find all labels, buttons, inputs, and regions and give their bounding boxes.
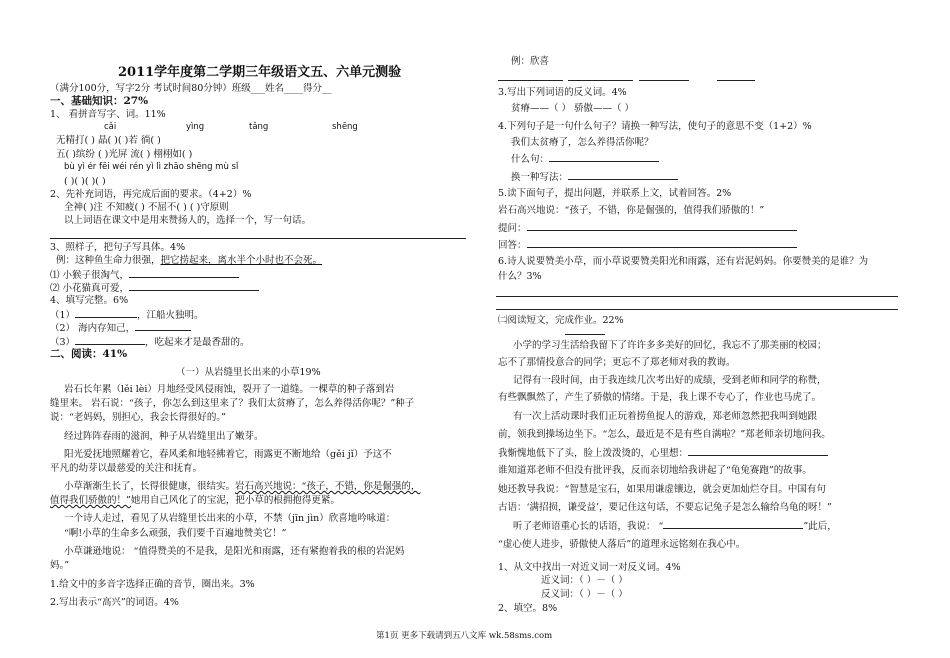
passage-line: 阳光爱抚地照耀着它，春风柔和地轻拂着它，雨露更不断地给（gěi jǐ）予这不 [64, 449, 392, 460]
reading-2-heading: ㈡阅读短文，完成作业。22% [498, 315, 624, 326]
pinyin-3: tǎng [249, 122, 269, 132]
reading-q5-question [498, 221, 797, 235]
passage-line: 记得有一段时间，由于我连续几次考出好的成绩，受到老师和同学的称赞， [513, 375, 827, 386]
q3-item-2 [50, 281, 259, 295]
q1-prompt: 1、 看拼音写字、词。11% [50, 109, 166, 120]
reading-q4-sentence: 我们太贫瘠了，怎么养得活你呢？ [511, 137, 654, 148]
q1-row-1: 无精打( ) 晶( )( )若 徜( ) [56, 135, 161, 146]
answer-blank[interactable] [135, 321, 191, 331]
title-blank[interactable] [565, 334, 605, 335]
reading-2-q2: 2、填空。8% [498, 603, 558, 614]
answer-line[interactable] [496, 309, 898, 310]
q4-item-1 [50, 308, 204, 322]
exam-title: 2011学年度第二学期三年级语文五、六单元测验 [118, 65, 402, 80]
q3-item-2-text: ⑵ 小花猫真可爱， [50, 283, 130, 294]
q4-item-3-text: ，吃起来才是最香甜的。 [145, 337, 250, 348]
passage-line: 岩石长年累（lěi lèi）月地经受风侵雨蚀，裂开了一道缝。一棵草的种子落到岩 [64, 384, 395, 395]
reading-q6-cont: 什么？3% [498, 271, 542, 282]
q2-prompt: 2、先补充词语，再完成后面的要求。（4+2）% [50, 189, 252, 200]
answer-blank[interactable] [75, 335, 145, 345]
answer-line[interactable] [50, 238, 466, 239]
q4-item-2-text: （2） 海内存知己， [50, 323, 136, 334]
passage-line: 前，领我到操场边坐下。“怎么，最近是不是有些自满啦？”郑老师亲切地问我。 [498, 429, 831, 440]
passage-line: 缝里来。 岩石说：“孩子，你怎么到这里来了？我们太贫瘠了，怎么养得活你呢？”种子 [50, 398, 415, 409]
passage-underlined-sentence: 值得我们骄傲的！” [50, 495, 131, 506]
passage-line: 经过阵阵春雨的滋润，种子从岩缝里出了嫩芽。 [64, 431, 264, 442]
reading-q5-answer-label: 回答： [498, 240, 527, 251]
answer-blank[interactable] [688, 446, 828, 456]
q3-item-1 [50, 268, 239, 282]
answer-blank[interactable] [549, 152, 659, 162]
passage-line: 小学的学习生活给我留下了许许多多美好的回忆，我忘不了那美丽的校园； [513, 340, 827, 351]
answer-blank[interactable] [129, 281, 259, 291]
q2-instruction: 以上词语在课文中是用来赞扬人的，选择一个，写一句话。 [64, 215, 312, 226]
q1-row-2: 五( )缤纷 ( )光屏 流( ) 栩栩如( ) [56, 149, 193, 160]
passage-line: 说：“老妈妈，别担心，我会长得很好的。” [50, 412, 226, 423]
passage-line [64, 480, 420, 493]
answer-line[interactable] [496, 296, 898, 297]
passage-line: “虚心使人进步，骄傲使人落后”的道理永远铭刻在我心中。 [498, 539, 746, 550]
passage-text: 听了老师语重心长的话语，我说： “ [513, 521, 664, 532]
antonym-row: 反义词：（ ）－（ ） [541, 589, 628, 600]
passage-line: 她还教导我说：“智慧是宝石，如果用谦虚镶边，就会更加灿烂夺目。中国有句 [498, 484, 826, 495]
reading-q4-type-label: 什么句： [511, 154, 550, 165]
reading-q5-sentence: 岩石高兴地说：“孩子，不错，你是倔强的，值得我们骄傲的！” [498, 205, 765, 216]
passage-line: 一个诗人走过，看见了从岩缝里长出来的小草，不禁（jīn jìn）欣喜地吟咏道： [64, 513, 396, 524]
passage-line: 谁知道郑老师不但没有批评我，反而亲切地给我讲起了“龟兔赛跑”的故事。 [498, 465, 812, 476]
q4-item-2 [50, 321, 191, 335]
pinyin-2: yìng [186, 122, 205, 132]
answer-blank[interactable] [568, 170, 678, 180]
passage-line [498, 446, 828, 460]
passage-underlined-sentence: 岩石高兴地说：“孩子，不错，你是倔强的， [235, 481, 421, 492]
answer-line[interactable] [639, 80, 689, 81]
q3-prompt: 3、照样子，把句子写具体。4% [50, 242, 186, 253]
passage-text: 小草渐渐生长了，长得很健康，很结实。 [64, 481, 236, 492]
page-footer: 第1页 更多下载请到五八文库 wk.58sms.com [376, 631, 553, 641]
passage-text: ”此后， [803, 521, 837, 532]
passage-line: “啊!小草的生命多么顽强，我们要千百遍地赞美它！” [64, 528, 287, 539]
exam-meta: （满分100分，写字2分 考试时间80分钟）班级___姓名____得分__ [50, 83, 332, 94]
answer-blank[interactable] [75, 308, 137, 318]
q4-item-3-num: （3） [50, 337, 76, 348]
answer-blank[interactable] [129, 268, 239, 278]
reading-q2: 2.写出表示“高兴”的词语。4% [50, 597, 179, 608]
reading-q5: 5.读下面句子，提出问题，并联系上文，试着回答。2% [498, 188, 732, 199]
answer-line[interactable] [717, 80, 755, 81]
answer-blank[interactable] [527, 221, 797, 231]
reading-2-q1: 1、从文中找出一对近义词一对反义词。4% [498, 562, 681, 573]
reading-q5-question-label: 提问： [498, 223, 527, 234]
passage-line: 平凡的幼芽以最慈爱的关注和抚育。 [50, 463, 203, 474]
pinyin-1: cǎi [104, 122, 117, 132]
q3-example [56, 254, 322, 267]
q3-item-1-text: ⑴ 小猴子很淘气， [50, 270, 130, 281]
answer-blank[interactable] [663, 519, 803, 529]
example-word: 例：欣喜 [511, 56, 550, 67]
passage-line: 有一次上活动课时我们正玩着捞鱼捉人的游戏，郑老师忽然把我叫到她跟 [513, 411, 818, 422]
pinyin-4: shēng [332, 122, 358, 132]
reading-q4-rewrite-label: 换一种写法： [511, 172, 569, 183]
passage-text: 我惭愧地低下了头，脸上泼泼烫的，心里想： [498, 448, 689, 459]
answer-line[interactable] [568, 80, 633, 81]
pinyin-row-2: bù yì ér fēi wéi rén yì lì zhāo shēng mù sǐ [64, 162, 239, 172]
reading-q6: 6.诗人说要赞美小草，而小草说要赞美阳光和雨露，还有岩泥妈妈。你要赞美的是谁？为 [498, 256, 869, 267]
reading-1-title: （一）从岩缝里长出来的小草19% [176, 367, 321, 378]
q2-words: 全神( )注 不知疲( ) 不屈不( ) ( )守原则 [64, 202, 229, 213]
passage-line [513, 519, 837, 533]
passage-line: 妈。” [50, 560, 70, 571]
q1-row-3: ( )( )( )( ) [64, 176, 106, 187]
reading-q4: 4.下列句子是一句什么句子？请换一种写法，使句子的意思不变（1+2）% [498, 121, 812, 132]
passage-line: 有些飘飘然了，产生了骄傲的情绪。于是，我上课不专心了，作业也马虎了。 [498, 392, 822, 403]
reading-q3: 3.写出下列词语的反义词。4% [498, 87, 627, 98]
passage-line: 忘不了那情投意合的同学；更忘不了郑老师对我的教诲。 [498, 357, 736, 368]
answer-blank[interactable] [527, 238, 797, 248]
passage-text: 她用自己风化了的宝泥，把小草的根拥抱得更紧。 [130, 495, 340, 506]
q3-example-underlined: 把它捞起来，离水半个小时也不会死。 [160, 255, 323, 266]
q4-item-3 [50, 335, 250, 349]
section-1-heading: 一、基础知识：27% [50, 95, 149, 107]
section-2-heading: 二、阅读：41% [50, 348, 128, 360]
reading-q4-type [511, 152, 659, 166]
passage-line: 古语：‘满招损，谦受益’，要记住这句话，不要忘记兔子是怎么输给乌龟的呀！” [498, 502, 832, 513]
passage-line [50, 494, 340, 507]
synonym-row: 近义词：（ ）－（ ） [541, 575, 628, 586]
q4-item-1-text: ，江船火独明。 [137, 310, 204, 321]
reading-q5-answer [498, 238, 797, 252]
reading-q1: 1.给文中的多音字选择正确的音节，圈出来。3% [50, 579, 255, 590]
passage-line: 小草谦逊地说： “值得赞美的不是我，是阳光和雨露，还有紧抱着我的根的岩泥妈 [64, 546, 405, 557]
q3-example-lead: 例：这种鱼生命力很强， [56, 255, 161, 266]
answer-line[interactable] [498, 80, 563, 81]
reading-q3-antonyms: 贫瘠——（ ） 骄傲——（ ） [511, 103, 635, 114]
reading-q4-rewrite [511, 170, 678, 184]
q4-item-1-num: （1） [50, 310, 76, 321]
q4-prompt: 4、填写完整。6% [50, 295, 129, 306]
